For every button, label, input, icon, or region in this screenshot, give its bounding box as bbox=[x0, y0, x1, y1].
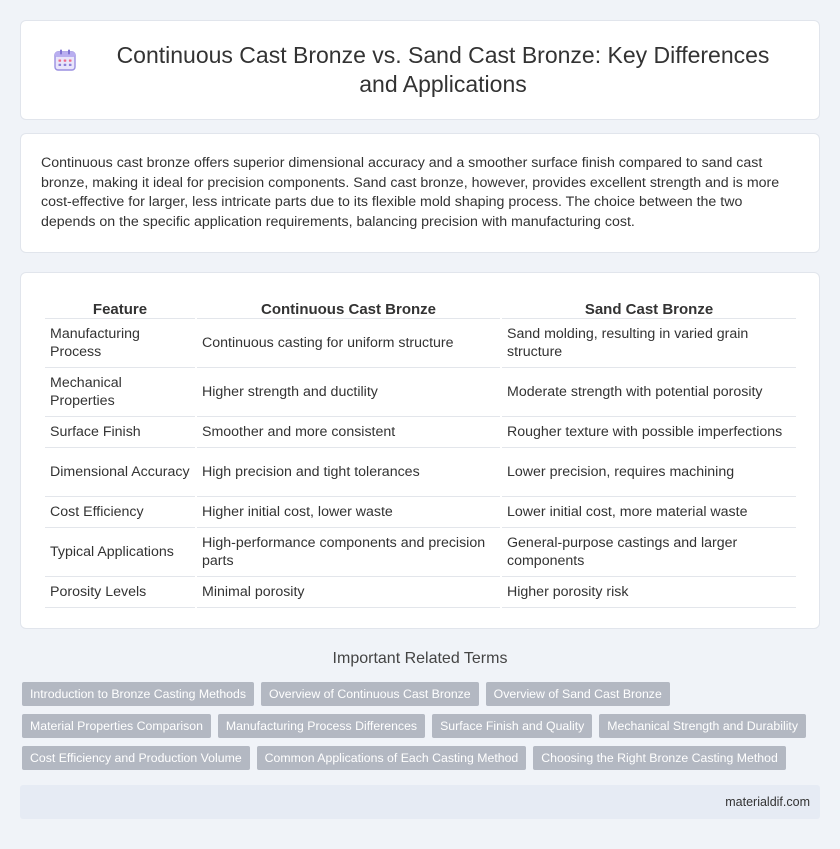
table-row bbox=[45, 417, 796, 448]
related-term-tag[interactable]: Common Applications of Each Casting Method bbox=[257, 746, 527, 770]
table-row bbox=[45, 368, 796, 417]
row-feature: Manufacturing Process bbox=[45, 319, 195, 368]
row-feature: Porosity Levels bbox=[45, 577, 195, 608]
row-feature: Cost Efficiency bbox=[45, 497, 195, 528]
related-term-tag[interactable]: Manufacturing Process Differences bbox=[218, 714, 425, 738]
tag-row bbox=[22, 714, 822, 738]
column-header-sand: Sand Cast Bronze bbox=[502, 297, 796, 319]
table-row bbox=[45, 528, 796, 577]
related-term-tag[interactable]: Cost Efficiency and Production Volume bbox=[22, 746, 250, 770]
table-row bbox=[45, 577, 796, 608]
row-feature: Mechanical Properties bbox=[45, 368, 195, 417]
summary-text: Continuous cast bronze offers superior dimensional accuracy and a smoother surface finish compared to sand cast bronze, making it ideal for precision components. Sand cast bronze, however, provides excellent strength and is more cost-effective for larger, less intricate parts due to its flexible mold shaping process. The choice between the two depends on the specific application requirements, balancing precision with manufacturing cost. bbox=[41, 155, 780, 230]
related-term-tag[interactable]: Overview of Continuous Cast Bronze bbox=[261, 682, 479, 706]
table-header-row bbox=[45, 297, 796, 319]
column-header-feature: Feature bbox=[45, 297, 195, 319]
tag-row bbox=[22, 682, 822, 706]
row-continuous-value: High precision and tight tolerances bbox=[197, 448, 500, 497]
table-row bbox=[45, 319, 796, 368]
column-header-continuous: Continuous Cast Bronze bbox=[197, 297, 500, 319]
table-row bbox=[45, 497, 796, 528]
row-sand-value: Sand molding, resulting in varied grain structure bbox=[502, 319, 796, 368]
page-title: Continuous Cast Bronze vs. Sand Cast Bronze: Key Differences and Applications bbox=[116, 42, 770, 97]
table-row bbox=[45, 448, 796, 497]
comparison-table-card bbox=[20, 272, 820, 629]
row-continuous-value: High-performance components and precision parts bbox=[197, 528, 500, 577]
related-term-tag[interactable]: Overview of Sand Cast Bronze bbox=[486, 682, 670, 706]
row-sand-value: Higher porosity risk bbox=[502, 577, 796, 608]
related-terms-title: Important Related Terms bbox=[332, 650, 508, 667]
related-term-tag[interactable]: Surface Finish and Quality bbox=[432, 714, 592, 738]
footer bbox=[20, 785, 820, 819]
row-continuous-value: Higher initial cost, lower waste bbox=[197, 497, 500, 528]
header-card bbox=[20, 20, 820, 120]
row-continuous-value: Minimal porosity bbox=[197, 577, 500, 608]
row-feature: Dimensional Accuracy bbox=[45, 448, 195, 497]
row-feature: Surface Finish bbox=[45, 417, 195, 448]
row-continuous-value: Higher strength and ductility bbox=[197, 368, 500, 417]
related-terms-tags bbox=[22, 682, 822, 778]
row-sand-value: Lower initial cost, more material waste bbox=[502, 497, 796, 528]
related-term-tag[interactable]: Material Properties Comparison bbox=[22, 714, 211, 738]
calendar-icon bbox=[52, 47, 78, 73]
row-continuous-value: Smoother and more consistent bbox=[197, 417, 500, 448]
row-continuous-value: Continuous casting for uniform structure bbox=[197, 319, 500, 368]
title-row bbox=[52, 41, 788, 99]
related-term-tag[interactable]: Introduction to Bronze Casting Methods bbox=[22, 682, 254, 706]
row-sand-value: Moderate strength with potential porosity bbox=[502, 368, 796, 417]
row-feature: Typical Applications bbox=[45, 528, 195, 577]
row-sand-value: Rougher texture with possible imperfections bbox=[502, 417, 796, 448]
related-term-tag[interactable]: Mechanical Strength and Durability bbox=[599, 714, 806, 738]
row-sand-value: General-purpose castings and larger components bbox=[502, 528, 796, 577]
tag-row bbox=[22, 746, 822, 770]
comparison-table bbox=[43, 297, 798, 608]
related-term-tag[interactable]: Choosing the Right Bronze Casting Method bbox=[533, 746, 786, 770]
footer-site-link[interactable]: materialdif.com bbox=[725, 795, 810, 809]
row-sand-value: Lower precision, requires machining bbox=[502, 448, 796, 497]
summary-card bbox=[20, 133, 820, 253]
